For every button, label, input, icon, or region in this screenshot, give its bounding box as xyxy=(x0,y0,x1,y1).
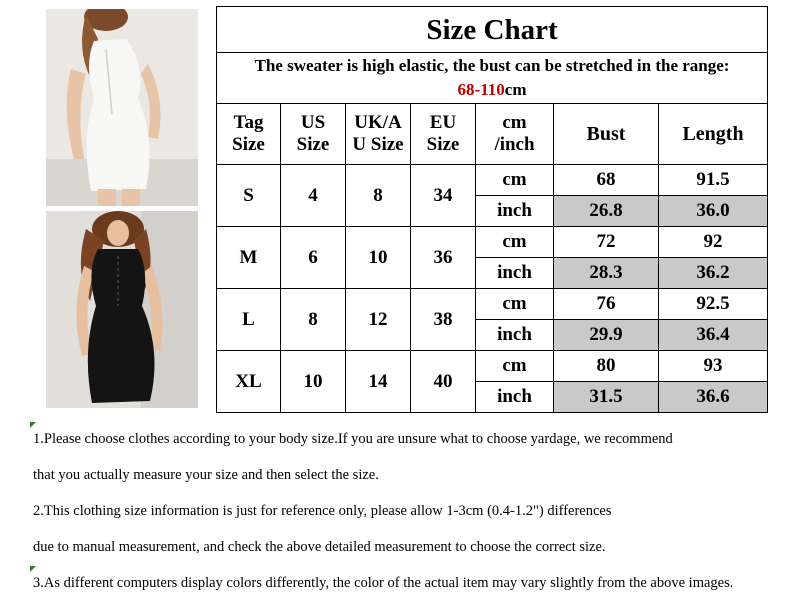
unit-inch-cell: inch xyxy=(476,382,554,413)
us-size-cell: 8 xyxy=(281,289,346,351)
table-row xyxy=(217,165,768,196)
unit-cm-cell: cm xyxy=(476,351,554,382)
elasticity-note-text: The sweater is high elastic, the bust can be stretched in the range: xyxy=(254,56,730,75)
unit-cm-cell: cm xyxy=(476,289,554,320)
length-cm-cell: 92 xyxy=(659,227,768,258)
bust-inch-cell: 31.5 xyxy=(554,382,659,413)
length-inch-cell: 36.4 xyxy=(659,320,768,351)
note-line: 3.As different computers display colors differently, the color of the actual item may vary slightly from the above images. xyxy=(33,575,734,591)
unit-inch-cell: inch xyxy=(476,258,554,289)
note-line: due to manual measurement, and check the above detailed measurement to choose the correct size. xyxy=(33,539,606,555)
header-length: Length xyxy=(659,104,768,165)
note-line: that you actually measure your size and then select the size. xyxy=(33,467,379,483)
eu-size-cell: 40 xyxy=(411,351,476,413)
tag-size-cell: M xyxy=(217,227,281,289)
bust-inch-cell: 29.9 xyxy=(554,320,659,351)
unit-inch-cell: inch xyxy=(476,320,554,351)
length-cm-cell: 93 xyxy=(659,351,768,382)
elasticity-note xyxy=(217,53,768,104)
header-us-size: US Size xyxy=(281,104,346,165)
header-bust: Bust xyxy=(554,104,659,165)
eu-size-cell: 34 xyxy=(411,165,476,227)
bust-cm-cell: 80 xyxy=(554,351,659,382)
uk-size-cell: 8 xyxy=(346,165,411,227)
us-size-cell: 6 xyxy=(281,227,346,289)
length-cm-cell: 91.5 xyxy=(659,165,768,196)
unit-cm-cell: cm xyxy=(476,227,554,258)
table-row xyxy=(217,351,768,382)
bust-cm-cell: 76 xyxy=(554,289,659,320)
length-inch-cell: 36.0 xyxy=(659,196,768,227)
product-photo-white-dress xyxy=(46,9,198,206)
tag-size-cell: L xyxy=(217,289,281,351)
header-eu-size: EU Size xyxy=(411,104,476,165)
bust-cm-cell: 68 xyxy=(554,165,659,196)
tag-size-cell: XL xyxy=(217,351,281,413)
header-tag-size: Tag Size xyxy=(217,104,281,165)
green-corner-marker xyxy=(30,422,36,428)
size-chart-table xyxy=(216,6,768,413)
table-row xyxy=(217,289,768,320)
header-row xyxy=(217,104,768,165)
header-uk-au-size: UK/A U Size xyxy=(346,104,411,165)
us-size-cell: 4 xyxy=(281,165,346,227)
chart-title: Size Chart xyxy=(217,7,768,53)
length-inch-cell: 36.2 xyxy=(659,258,768,289)
eu-size-cell: 36 xyxy=(411,227,476,289)
uk-size-cell: 10 xyxy=(346,227,411,289)
green-corner-marker xyxy=(30,566,36,572)
length-inch-cell: 36.6 xyxy=(659,382,768,413)
unit-inch-cell: inch xyxy=(476,196,554,227)
bust-stretch-unit: cm xyxy=(504,80,527,99)
bust-inch-cell: 26.8 xyxy=(554,196,659,227)
eu-size-cell: 38 xyxy=(411,289,476,351)
note-line: 1.Please choose clothes according to your body size.If you are unsure what to choose yardage, we recommend xyxy=(33,431,673,447)
uk-size-cell: 14 xyxy=(346,351,411,413)
tag-size-cell: S xyxy=(217,165,281,227)
bust-inch-cell: 28.3 xyxy=(554,258,659,289)
bust-cm-cell: 72 xyxy=(554,227,659,258)
product-photo-black-dress xyxy=(46,211,198,408)
table-row xyxy=(217,227,768,258)
header-unit: cm /inch xyxy=(476,104,554,165)
length-cm-cell: 92.5 xyxy=(659,289,768,320)
unit-cm-cell: cm xyxy=(476,165,554,196)
uk-size-cell: 12 xyxy=(346,289,411,351)
us-size-cell: 10 xyxy=(281,351,346,413)
bust-stretch-range: 68-110 xyxy=(457,80,505,99)
note-line: 2.This clothing size information is just for reference only, please allow 1-3cm (0.4-1.2") differences xyxy=(33,503,612,519)
